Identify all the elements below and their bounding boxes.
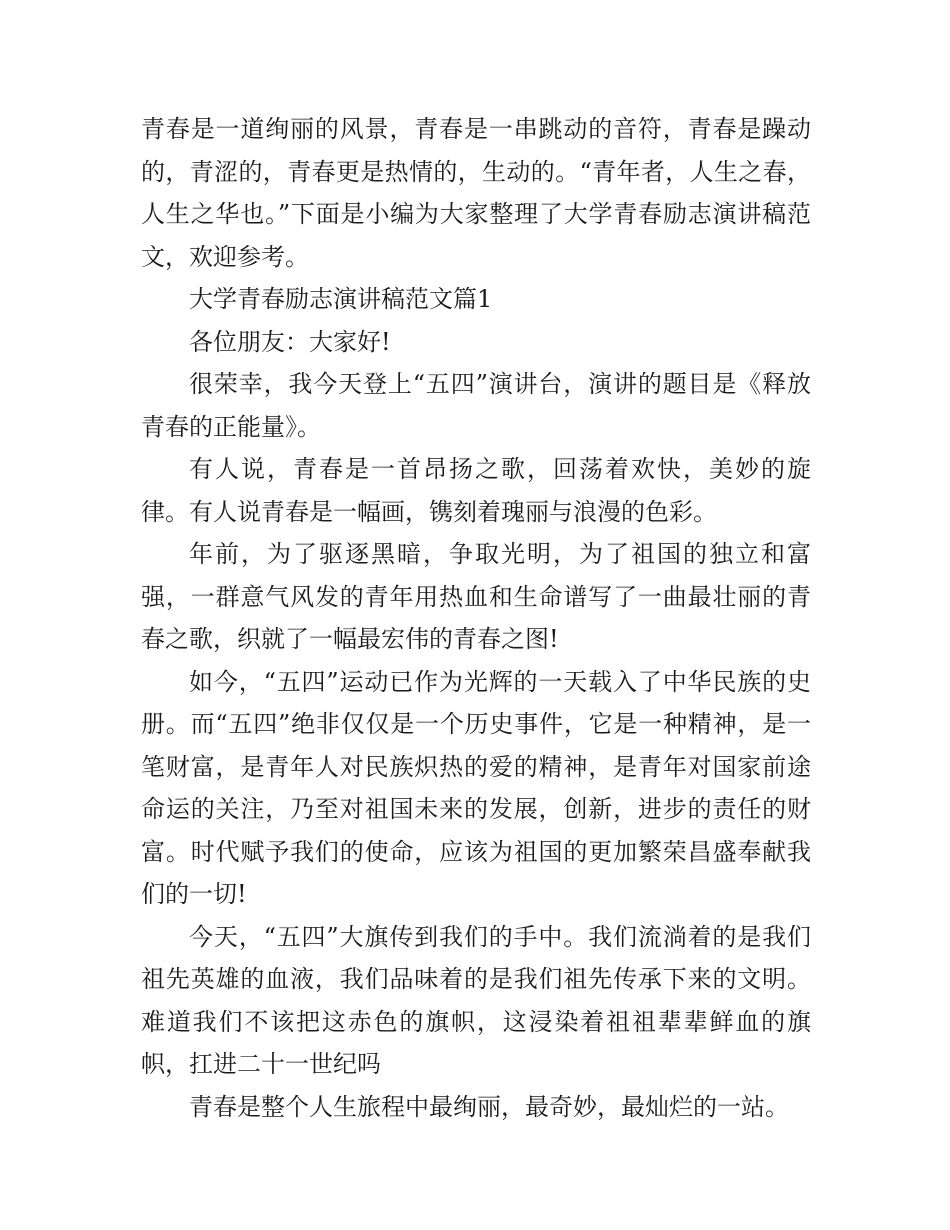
body-paragraph: 很荣幸，我今天登上“五四”演讲台，演讲的题目是《释放青春的正能量》。 <box>141 370 811 441</box>
body-paragraph: 有人说，青春是一首昂扬之歌，回荡着欢快，美妙的旋律。有人说青春是一幅画，镌刻着瑰丽与浪漫的色彩。 <box>141 455 811 526</box>
body-paragraph: 如今，“五四”运动已作为光辉的一天载入了中华民族的史册。而“五四”绝非仅仅是一个历史事件，它是一种精神，是一笔财富，是青年人对民族炽热的爱的精神，是青年对国家前途命运的关注，乃至对祖国未来的发展，创新，进步的责任的财富。时代赋予我们的使命，应该为祖国的更加繁荣昌盛奉献我们的一切! <box>141 667 811 908</box>
body-paragraph: 年前，为了驱逐黑暗，争取光明，为了祖国的独立和富强，一群意气风发的青年用热血和生命谱写了一曲最壮丽的青春之歌，织就了一幅最宏伟的青春之图! <box>141 540 811 653</box>
body-paragraph: 今天，“五四”大旗传到我们的手中。我们流淌着的是我们祖先英雄的血液，我们品味着的是我们祖先传承下来的文明。难道我们不该把这赤色的旗帜，这浸染着祖祖辈辈鲜血的旗帜，扛进二十一世纪吗 <box>141 922 811 1078</box>
section-heading: 大学青春励志演讲稿范文篇1 <box>189 285 493 313</box>
document-page <box>141 108 811 1128</box>
greeting-paragraph: 各位朋友：大家好! <box>189 327 391 356</box>
intro-paragraph: 青春是一道绚丽的风景，青春是一串跳动的音符，青春是躁动的，青涩的，青春更是热情的，生动的。“青年者，人生之春，人生之华也。”下面是小编为大家整理了大学青春励志演讲稿范文，欢迎参考。 <box>141 115 811 271</box>
body-paragraph: 青春是整个人生旅程中最绚丽，最奇妙，最灿烂的一站。 <box>189 1092 789 1121</box>
